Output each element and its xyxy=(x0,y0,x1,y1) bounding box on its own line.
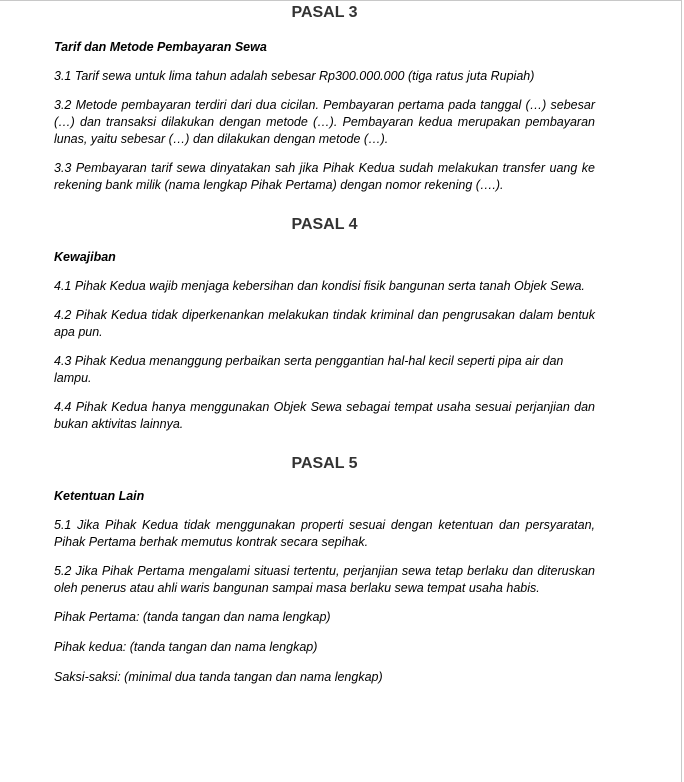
clause-5-2: 5.2 Jika Pihak Pertama mengalami situasi tertentu, perjanjian sewa tetap berlaku dan diteruskan oleh penerus atau ahli waris bangunan sampai masa berlaku sewa tempat usaha habis. xyxy=(54,564,595,595)
pasal-5-subheading: Ketentuan Lain xyxy=(54,489,145,503)
signature-pihak-kedua: Pihak kedua: (tanda tangan dan nama lengkap) xyxy=(54,640,318,654)
clause-4-1: 4.1 Pihak Kedua wajib menjaga kebersihan dan kondisi fisik bangunan serta tanah Objek Sewa. xyxy=(54,279,585,293)
signature-saksi: Saksi-saksi: (minimal dua tanda tangan dan nama lengkap) xyxy=(54,670,383,684)
pasal-3-heading: PASAL 3 xyxy=(291,4,358,21)
pasal-3-subheading: Tarif dan Metode Pembayaran Sewa xyxy=(54,40,267,54)
clause-3-3: 3.3 Pembayaran tarif sewa dinyatakan sah jika Pihak Kedua sudah melakukan transfer uang ke rekening bank milik (nama lengkap Pihak Pertama) dengan nomor rekening (….). xyxy=(54,161,595,192)
clause-5-1: 5.1 Jika Pihak Kedua tidak menggunakan properti sesuai dengan ketentuan dan persyaratan, Pihak Pertama berhak memutus kontrak secara sepihak. xyxy=(54,518,595,549)
clause-4-3: 4.3 Pihak Kedua menanggung perbaikan serta penggantian hal-hal kecil seperti pipa air dan lampu. xyxy=(54,354,564,385)
pasal-4-subheading: Kewajiban xyxy=(54,250,116,264)
signature-pihak-pertama: Pihak Pertama: (tanda tangan dan nama lengkap) xyxy=(54,610,331,624)
pasal-4-heading: PASAL 4 xyxy=(291,216,358,233)
clause-3-2: 3.2 Metode pembayaran terdiri dari dua cicilan. Pembayaran pertama pada tanggal (…) sebesar (…) dan transaksi dilakukan dengan metode (…). Pembayaran kedua merupakan pembayaran lunas, yaitu sebesar (…) dan dilakukan dengan metode (…). xyxy=(54,98,595,146)
clause-3-1: 3.1 Tarif sewa untuk lima tahun adalah sebesar Rp300.000.000 (tiga ratus juta Rupiah) xyxy=(54,69,535,83)
clause-4-4: 4.4 Pihak Kedua hanya menggunakan Objek Sewa sebagai tempat usaha sesuai perjanjian dan bukan aktivitas lainnya. xyxy=(54,400,595,431)
document-content xyxy=(54,1,595,686)
clause-4-2: 4.2 Pihak Kedua tidak diperkenankan melakukan tindak kriminal dan pengrusakan dalam bentuk apa pun. xyxy=(54,308,595,339)
pasal-5-heading: PASAL 5 xyxy=(291,455,358,472)
